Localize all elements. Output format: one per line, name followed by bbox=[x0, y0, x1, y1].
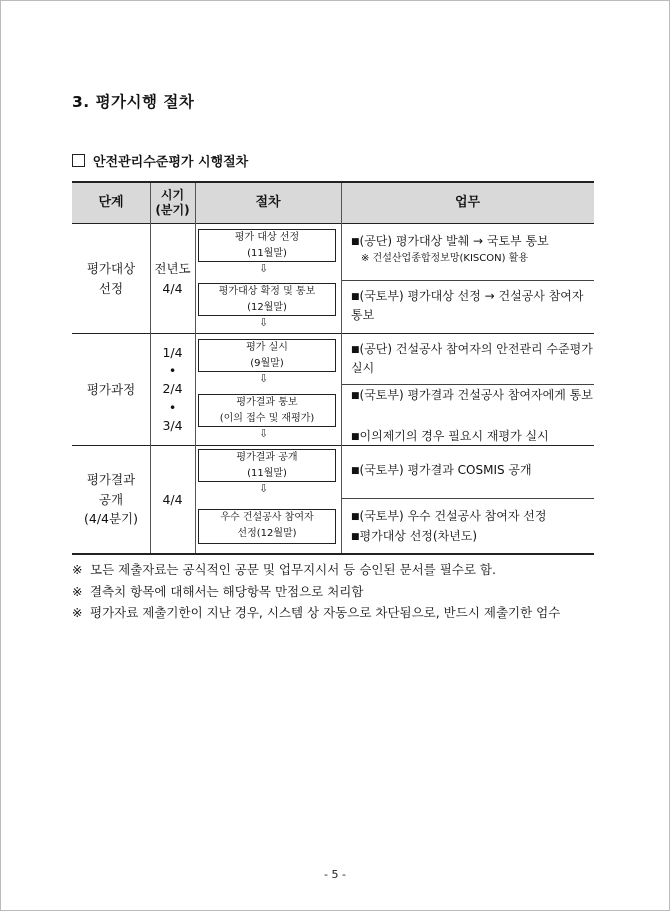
square-bullet-icon: ■ bbox=[351, 292, 360, 302]
duty-divider-2 bbox=[341, 384, 594, 385]
section-title: 3. 평가시행 절차 bbox=[72, 93, 195, 111]
down-arrow-icon: ⇩ bbox=[259, 316, 269, 329]
procedure-title: 평가결과 통보 bbox=[236, 397, 298, 408]
duty-item bbox=[351, 340, 595, 377]
duty-text: (국토부) 평가결과 COSMIS 공개 bbox=[359, 463, 532, 477]
procedure-box bbox=[198, 394, 336, 427]
procedure-date: (11월말) bbox=[247, 467, 287, 479]
header-period bbox=[150, 183, 195, 223]
footnote-text: 모든 제출자료는 공식적인 공문 및 업무지시서 등 승인된 문서를 필수로 함. bbox=[90, 562, 496, 577]
down-arrow-icon: ⇩ bbox=[259, 482, 269, 495]
duty-item bbox=[351, 461, 595, 480]
col-divider-2 bbox=[195, 183, 196, 553]
period-cell-3: 4/4 bbox=[162, 491, 183, 507]
down-arrow-icon: ⇩ bbox=[259, 372, 269, 385]
procedure-box bbox=[198, 229, 336, 262]
footnote bbox=[72, 602, 602, 624]
col-divider-3 bbox=[341, 183, 342, 553]
duty-item bbox=[351, 507, 595, 526]
square-bullet-icon: ■ bbox=[351, 532, 360, 542]
duty-text: 평가대상 선정(차년도) bbox=[359, 529, 478, 543]
reference-mark-icon: ※ bbox=[72, 605, 83, 620]
header-duty: 업무 bbox=[454, 194, 481, 210]
duty-note: ※ 건설산업종합정보망(KISCON) 활용 bbox=[361, 252, 528, 264]
stage-cell-3: 평가결과 공개 (4/4분기) bbox=[83, 472, 139, 527]
procedure-box bbox=[198, 339, 336, 372]
procedure-box bbox=[198, 283, 336, 316]
duty-item bbox=[351, 427, 595, 446]
procedure-box bbox=[198, 509, 336, 544]
procedure-date: (이의 접수 및 재평가) bbox=[219, 412, 315, 424]
duty-text: 이의제기의 경우 필요시 재평가 실시 bbox=[359, 429, 549, 443]
down-arrow-icon: ⇩ bbox=[259, 262, 269, 275]
square-bullet-icon: ■ bbox=[351, 466, 360, 476]
header-procedure: 절차 bbox=[255, 194, 281, 210]
subsection-title-text: 안전관리수준평가 시행절차 bbox=[93, 155, 249, 170]
procedure-title: 평가결과 공개 bbox=[236, 452, 298, 463]
procedure-box bbox=[198, 449, 336, 482]
down-arrow-icon: ⇩ bbox=[259, 427, 269, 440]
period-cell-1: 전년도 4/4 bbox=[154, 261, 191, 296]
period-cell-2: 1/4 • 2/4 • 3/4 bbox=[162, 345, 183, 433]
duty-item bbox=[351, 386, 595, 405]
duty-divider-1 bbox=[341, 280, 594, 281]
footnote bbox=[72, 559, 602, 581]
footnote-text: 평가자료 제출기한이 지난 경우, 시스템 상 자동으로 차단됨으로, 반드시 제출기한 엄수 bbox=[90, 605, 561, 620]
procedure-title: 평가 대상 선정 bbox=[234, 232, 300, 243]
stage-cell-1: 평가대상 선정 bbox=[86, 261, 136, 296]
square-bullet-icon: ■ bbox=[351, 237, 360, 247]
duty-item bbox=[351, 527, 595, 546]
square-bullet-icon: ■ bbox=[351, 432, 360, 442]
reference-mark-icon: ※ bbox=[72, 562, 83, 577]
duty-text: (공단) 평가대상 발췌 → 국토부 통보 bbox=[359, 234, 549, 248]
table-bottom-rule bbox=[72, 553, 594, 555]
duty-item bbox=[351, 287, 595, 324]
checkbox-square-icon bbox=[72, 154, 85, 167]
procedure-title: 평가 실시 bbox=[246, 342, 288, 353]
duty-text: (국토부) 우수 건설공사 참여자 선정 bbox=[359, 509, 547, 523]
duty-divider-3 bbox=[341, 498, 594, 499]
square-bullet-icon: ■ bbox=[351, 512, 360, 522]
duty-text: (국토부) 평가대상 선정 → 건설공사 참여자 통보 bbox=[351, 289, 584, 322]
header-period-sub: (분기) bbox=[155, 203, 190, 217]
duty-item bbox=[351, 232, 595, 266]
subsection-title bbox=[72, 151, 248, 170]
page-number: - 5 - bbox=[324, 868, 346, 881]
procedure-date: 선정(12월말) bbox=[237, 527, 297, 539]
footnote bbox=[72, 581, 602, 603]
header-period-label: 시기 bbox=[160, 188, 185, 202]
duty-text: (공단) 건설공사 참여자의 안전관리 수준평가 실시 bbox=[351, 342, 593, 375]
square-bullet-icon: ■ bbox=[351, 391, 360, 401]
footnote-text: 결측치 항목에 대해서는 해당항목 만점으로 처리함 bbox=[90, 583, 364, 599]
procedure-date: (9월말) bbox=[250, 357, 284, 369]
reference-mark-icon: ※ bbox=[72, 583, 83, 599]
procedure-title: 평가대상 확정 및 통보 bbox=[218, 286, 316, 297]
header-stage: 단계 bbox=[98, 194, 124, 210]
procedure-title: 우수 건설공사 참여자 bbox=[220, 512, 314, 523]
square-bullet-icon: ■ bbox=[351, 345, 360, 355]
procedure-date: (11월말) bbox=[247, 247, 287, 259]
stage-cell-2: 평가과정 bbox=[86, 381, 136, 397]
procedure-date: (12월말) bbox=[247, 301, 287, 313]
duty-text: (국토부) 평가결과 건설공사 참여자에게 통보 bbox=[359, 388, 593, 402]
footnotes bbox=[72, 559, 602, 624]
